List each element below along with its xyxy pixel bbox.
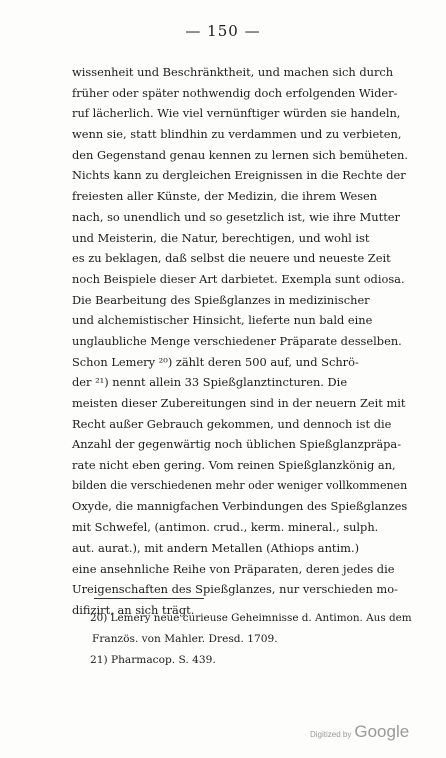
text-line: und alchemistischer Hinsicht, lieferte nun bald eine xyxy=(72,313,373,328)
text-line: es zu beklagen, daß selbst die neuere und neueste Zeit xyxy=(72,251,391,266)
text-line: Anzahl der gegenwärtig noch üblichen Spießglanzpräpa- xyxy=(72,437,402,452)
footnote-20: 20) Lemery neue curieuse Geheimnisse d. Antimon. Aus dem xyxy=(90,612,412,624)
text-line: mit Schwefel, (antimon. crud., kerm. mineral., sulph. xyxy=(72,520,379,535)
text-line: noch Beispiele dieser Art darbietet. Exempla sunt odiosa. xyxy=(72,271,405,286)
watermark-brand: Google xyxy=(354,722,410,741)
text-line: der ²¹) nennt allein 33 Spießglanztincturen. Die xyxy=(72,375,348,390)
body-text xyxy=(72,62,412,621)
text-line: meisten dieser Zubereitungen sind in der neuern Zeit mit xyxy=(72,396,406,410)
text-line: früher oder später nothwendig doch erfolgenden Wider- xyxy=(72,85,398,100)
footnote-21: 21) Pharmacop. S. 439. xyxy=(90,654,216,666)
text-line: Oxyde, die mannigfachen Verbindungen des Spießglanzes xyxy=(72,499,408,514)
footnote-rule xyxy=(94,598,204,599)
text-line: eine ansehnliche Reihe von Präparaten, deren jedes die xyxy=(72,561,395,576)
footnotes xyxy=(90,608,412,671)
text-line: wenn sie, statt blindhin zu verdammen und zu verbieten, xyxy=(72,127,402,142)
text-line: Die Bearbeitung des Spießglanzes in medizinischer xyxy=(72,292,370,307)
text-line: freiesten aller Künste, der Medizin, die ihrem Wesen xyxy=(72,189,378,204)
text-line: Nichts kann zu dergleichen Ereignissen in die Rechte der xyxy=(72,168,406,183)
text-line: ruf lächerlich. Wie viel vernünftiger würden sie handeln, xyxy=(72,106,401,121)
page-number: — 150 — xyxy=(185,22,261,40)
text-line: und Meisterin, die Natur, berechtigen, und wohl ist xyxy=(72,230,370,245)
watermark-prefix: Digitized by xyxy=(310,730,352,739)
text-line: den Gegenstand genau kennen zu lernen sich bemüheten. xyxy=(72,147,408,162)
text-line: unglaubliche Menge verschiedener Präparate desselben. xyxy=(72,333,402,348)
text-line: rate nicht eben gering. Vom reinen Spießglanzkönig an, xyxy=(72,458,396,473)
google-watermark xyxy=(310,722,409,742)
text-line: wissenheit und Beschränktheit, und machen sich durch xyxy=(72,65,394,79)
text-line: aut. aurat.), mit andern Metallen (Athiops antim.) xyxy=(72,540,360,555)
text-line: difizirt, an sich trägt. xyxy=(72,602,195,617)
text-line: Recht außer Gebrauch gekommen, und dennoch ist die xyxy=(72,416,392,431)
footnote-20-continued: Französ. von Mahler. Dresd. 1709. xyxy=(92,633,278,645)
text-line: bilden die verschiedenen mehr oder weniger vollkommenen xyxy=(72,478,408,492)
text-line: Ureigenschaften des Spießglanzes, nur verschieden mo- xyxy=(72,582,398,597)
text-line: nach, so unendlich und so gesetzlich ist, wie ihre Mutter xyxy=(72,209,400,224)
text-line: Schon Lemery ²⁰) zählt deren 500 auf, und Schrö- xyxy=(72,354,359,369)
